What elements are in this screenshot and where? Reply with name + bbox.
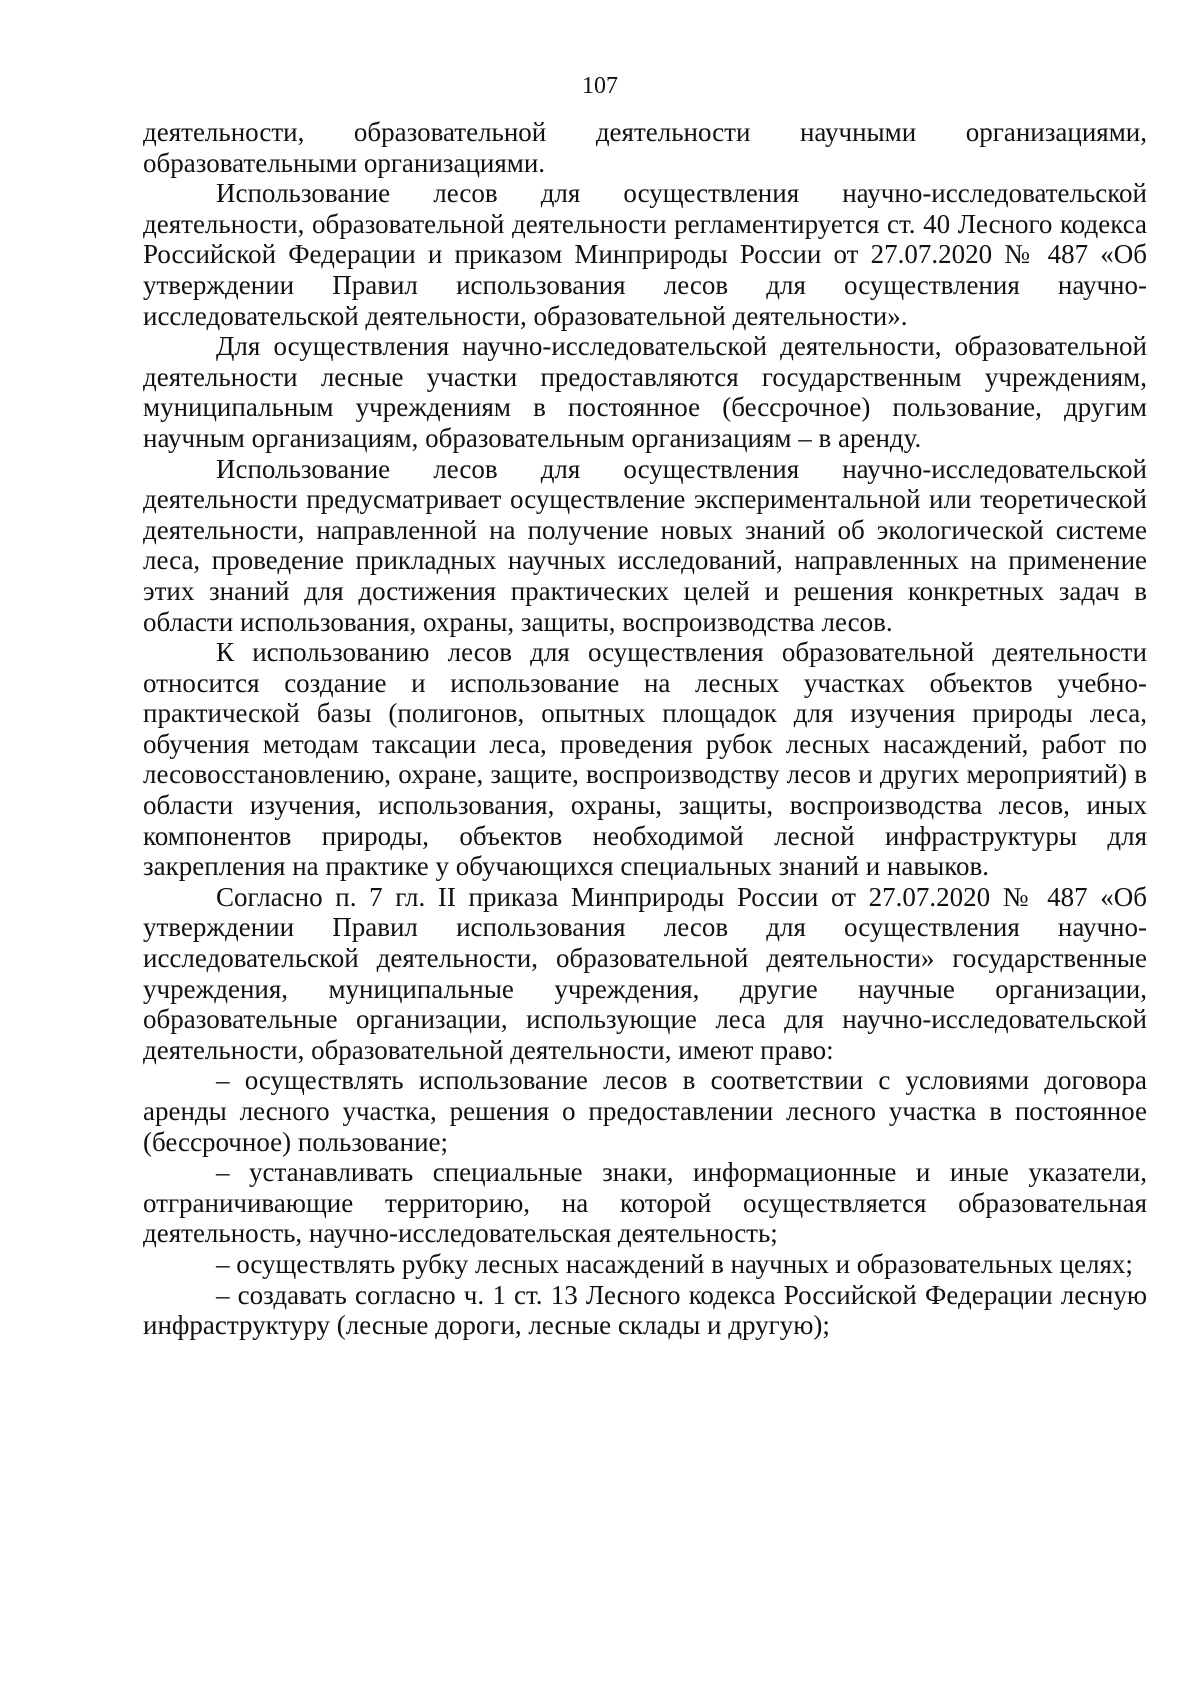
list-item-right-signs: – устанавливать специальные знаки, информационные и иные указатели, отграничивающие территорию, на которой осуществляется образовательная деятельность, научно-исследовательская деятельность; <box>143 1157 1147 1249</box>
paragraph-regulation: Использование лесов для осуществления научно-исследовательской деятельности, образовательной деятельности регламентируется ст. 40 Лесного кодекса Российской Федерации и приказом Минприроды России от 27.07.2020 № 487 «Об утверждении Правил использования лесов для осуществления научно-исследовательской деятельности, образовательной деятельности». <box>143 178 1147 331</box>
paragraph-educational-activity: К использованию лесов для осуществления образовательной деятельности относится создание и использование на лесных участках объектов учебно-практической базы (полигонов, опытных площадок для изучения природы леса, обучения методам таксации леса, проведения рубок лесных насаждений, работ по лесовосстановлению, охране, защите, воспроизводству лесов и других мероприятий) в области изучения, использования, охраны, защиты, воспроизводства лесов, иных компонентов природы, объектов необходимой лесной инфраструктуры для закрепления на практике у обучающихся специальных знаний и навыков. <box>143 637 1147 882</box>
paragraph-continuation: деятельности, образовательной деятельности научными организациями, образовательными организациями. <box>143 117 1147 178</box>
paragraph-rights-intro: Согласно п. 7 гл. II приказа Минприроды России от 27.07.2020 № 487 «Об утверждении Правил использования лесов для осуществления научно-исследовательской деятельности, образовательной деятельности» государственные учреждения, муниципальные учреждения, другие научные организации, образовательные организации, использующие леса для научно-исследовательской деятельности, образовательной деятельности, имеют право: <box>143 881 1147 1065</box>
list-item-right-infrastructure: – создавать согласно ч. 1 ст. 13 Лесного кодекса Российской Федерации лесную инфраструктуру (лесные дороги, лесные склады и другую); <box>143 1279 1147 1341</box>
page-number: 107 <box>582 73 618 99</box>
list-item-right-use: – осуществлять использование лесов в соответствии с условиями договора аренды лесного участка, решения о предоставлении лесного участка в постоянное (бессрочное) пользование; <box>143 1065 1147 1157</box>
list-item-right-felling: – осуществлять рубку лесных насаждений в научных и образовательных целях; <box>216 1248 1133 1279</box>
paragraph-land-provision: Для осуществления научно-исследовательской деятельности, образовательной деятельности лесные участки предоставляются государственным учреждениям, муниципальным учреждениям в постоянное (бессрочное) пользование, другим научным организациям, образовательным организациям – в аренду. <box>143 331 1147 453</box>
paragraph-research-activity: Использование лесов для осуществления научно-исследовательской деятельности предусматривает осуществление экспериментальной или теоретической деятельности, направленной на получение новых знаний об экологической системе леса, проведение прикладных научных исследований, направленных на применение этих знаний для достижения практических целей и решения конкретных задач в области использования, охраны, защиты, воспроизводства лесов. <box>143 453 1147 637</box>
document-body <box>143 117 1147 1341</box>
